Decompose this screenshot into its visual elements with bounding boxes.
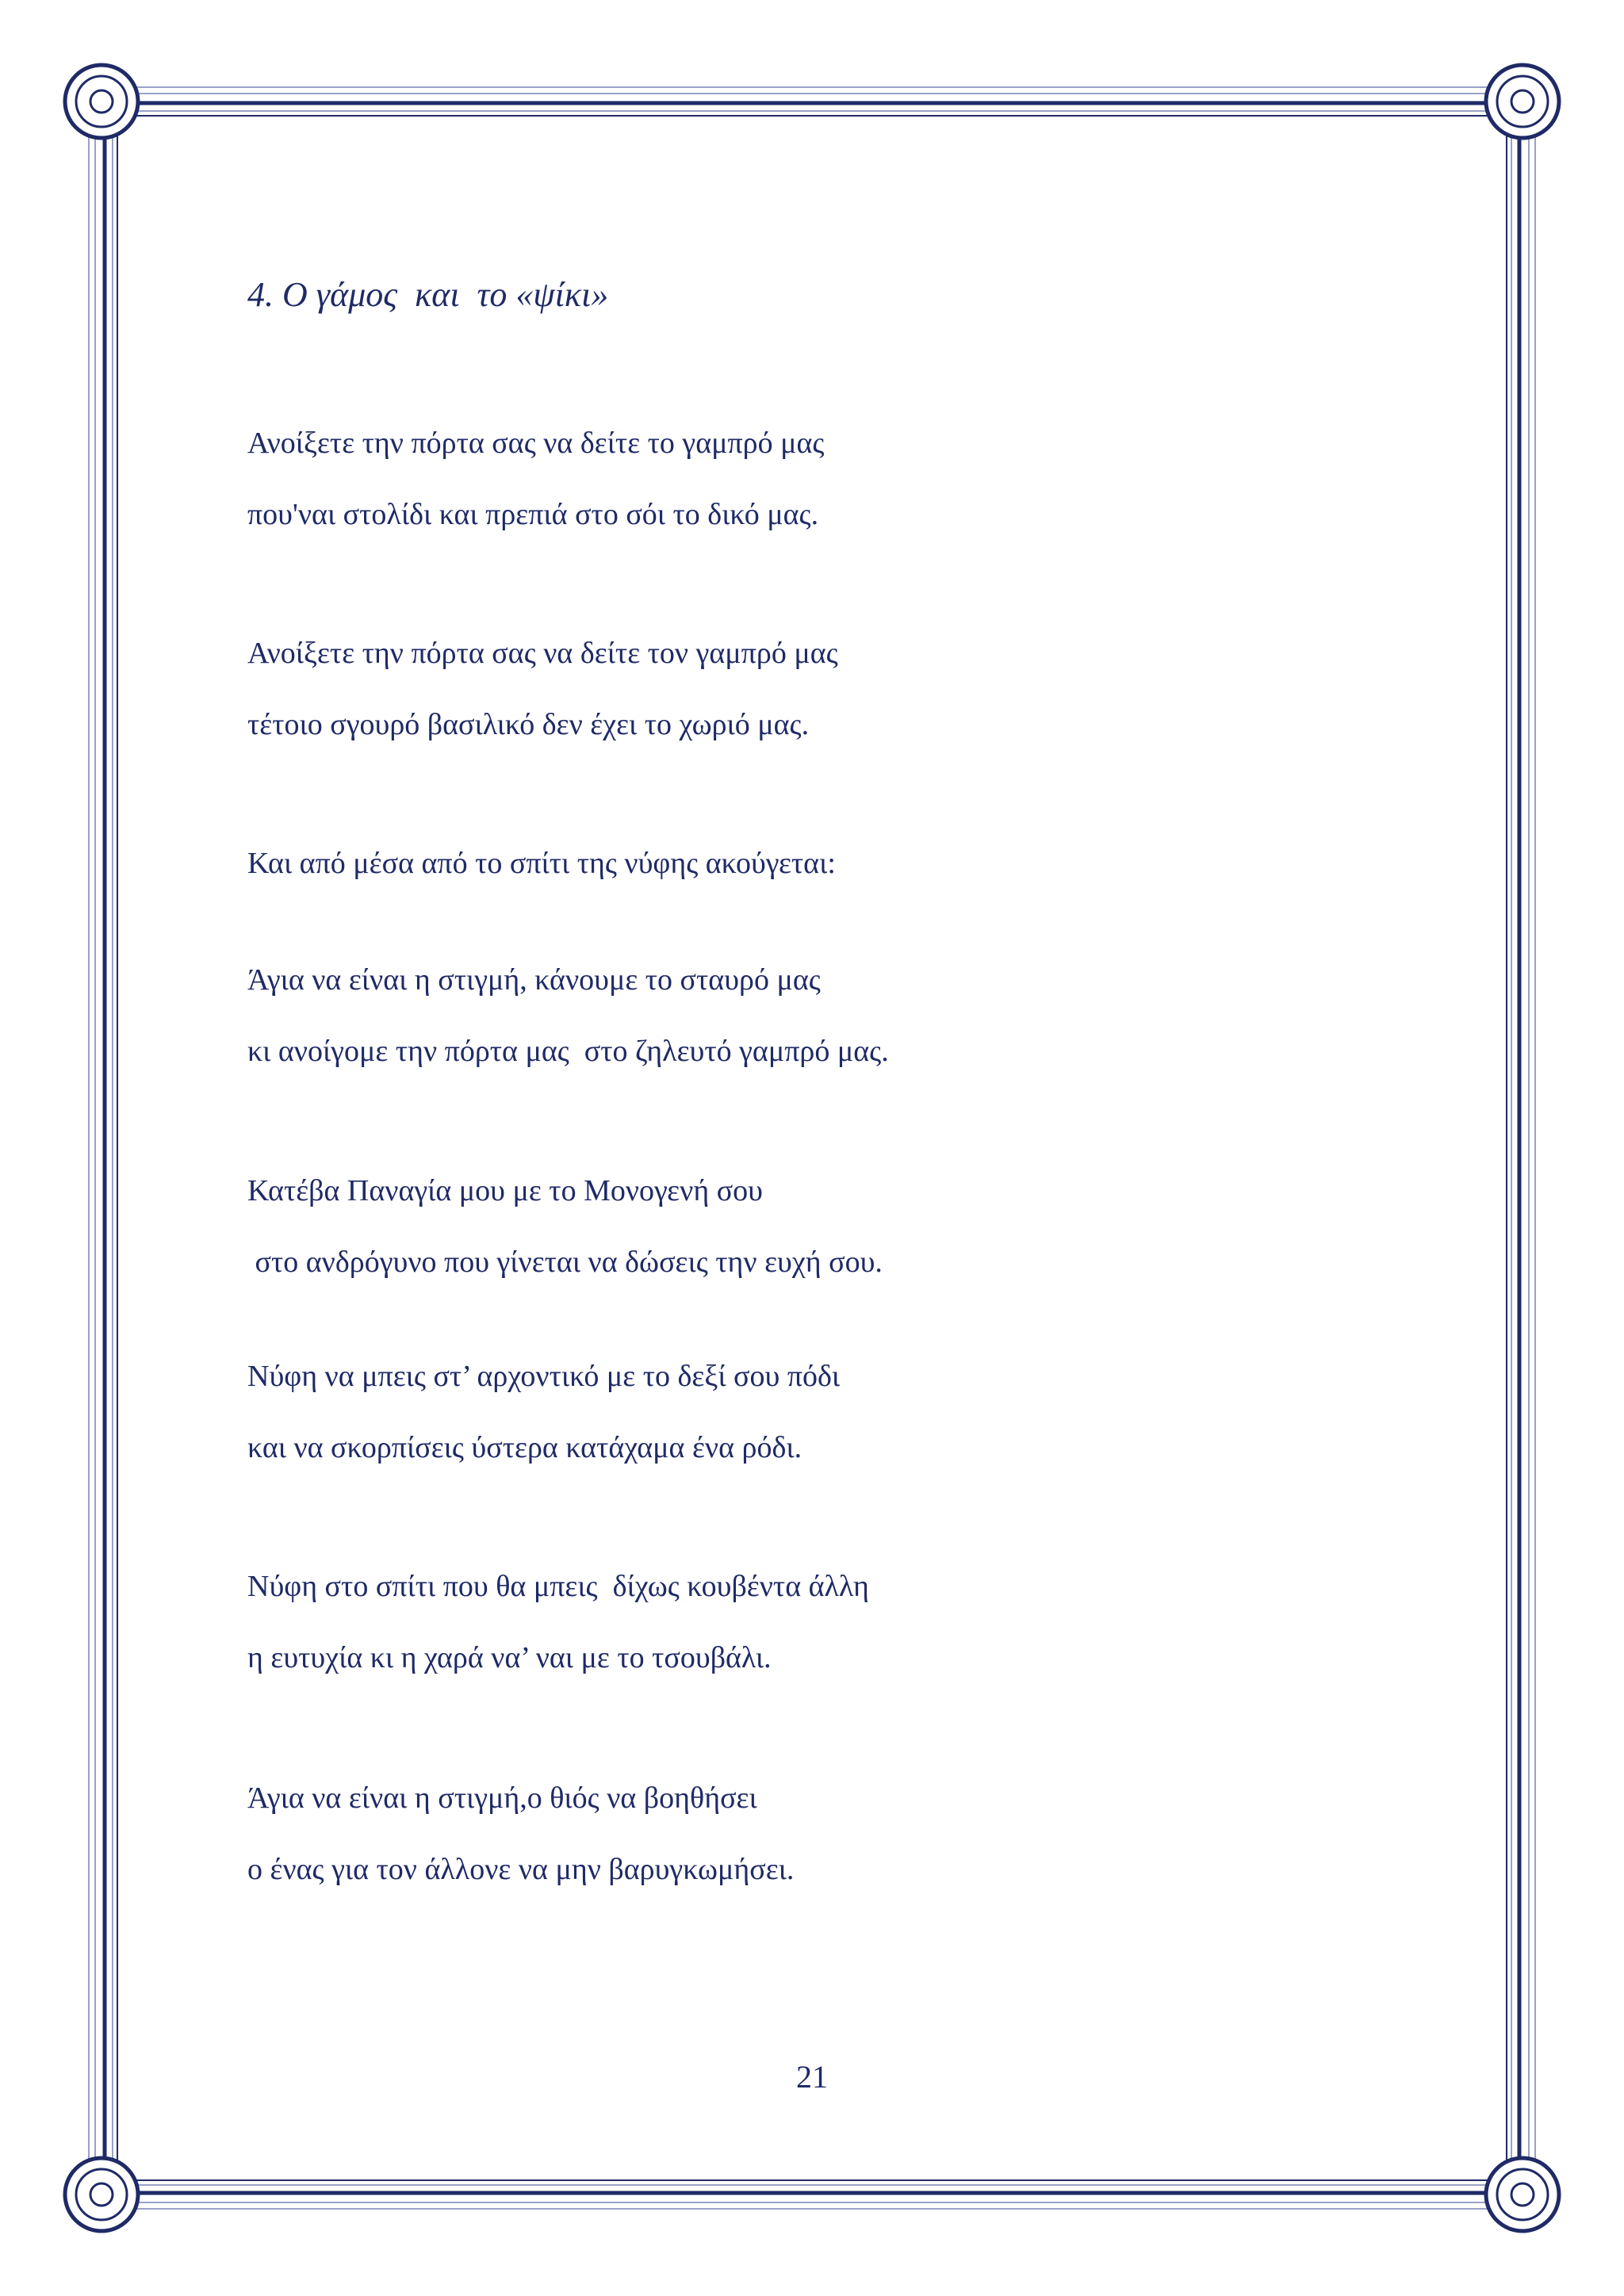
verse-line: ο ένας για τον άλλονε να μην βαρυγκωμήσει.	[247, 1853, 795, 1886]
corner-ornament-top-left	[65, 65, 138, 138]
page-title: 4. Ο γάμος και το «ψίκι»	[247, 275, 609, 314]
verse-line: που'ναι στολίδι και πρεπιά στο σόι το δικό μας.	[247, 498, 819, 531]
verse-line: Νύφη στο σπίτι που θα μπεις δίχως κουβέντα άλλη	[247, 1570, 869, 1603]
verse-line: Άγια να είναι η στιγμή, κάνουμε το σταυρό μας	[247, 963, 821, 997]
verse-line: και να σκορπίσεις ύστερα κατάχαμα ένα ρόδι.	[247, 1431, 802, 1464]
verse-line: Κατέβα Παναγία μου με το Μονογενή σου	[247, 1174, 763, 1207]
verse-line: στο ανδρόγυνο που γίνεται να δώσεις την ευχή σου.	[247, 1246, 883, 1279]
verse-line: Ανοίξετε την πόρτα σας να δείτε το γαμπρό μας	[247, 427, 825, 460]
verse-line: Νύφη να μπεις στ’ αρχοντικό με το δεξί σου πόδι	[247, 1360, 841, 1393]
corner-ornament-bottom-right	[1486, 2158, 1559, 2231]
verse-line: κι ανοίγομε την πόρτα μας στο ζηλευτό γαμπρό μας.	[247, 1035, 889, 1068]
verse-line: τέτοιο σγουρό βασιλικό δεν έχει το χωριό μας.	[247, 708, 810, 741]
verse-line: Άγια να είναι η στιγμή,ο θιός να βοηθήσει	[247, 1781, 757, 1815]
verse-line: η ευτυχία κι η χαρά να’ ναι με το τσουβάλι.	[247, 1641, 772, 1674]
corner-ornament-top-right	[1486, 65, 1559, 138]
narration-line: Και από μέσα από το σπίτι της νύφης ακούγεται:	[247, 847, 836, 880]
page-number: 21	[796, 2059, 828, 2095]
verse-line: Ανοίξετε την πόρτα σας να δείτε τον γαμπρό μας	[247, 637, 838, 670]
corner-ornament-bottom-left	[65, 2158, 138, 2231]
